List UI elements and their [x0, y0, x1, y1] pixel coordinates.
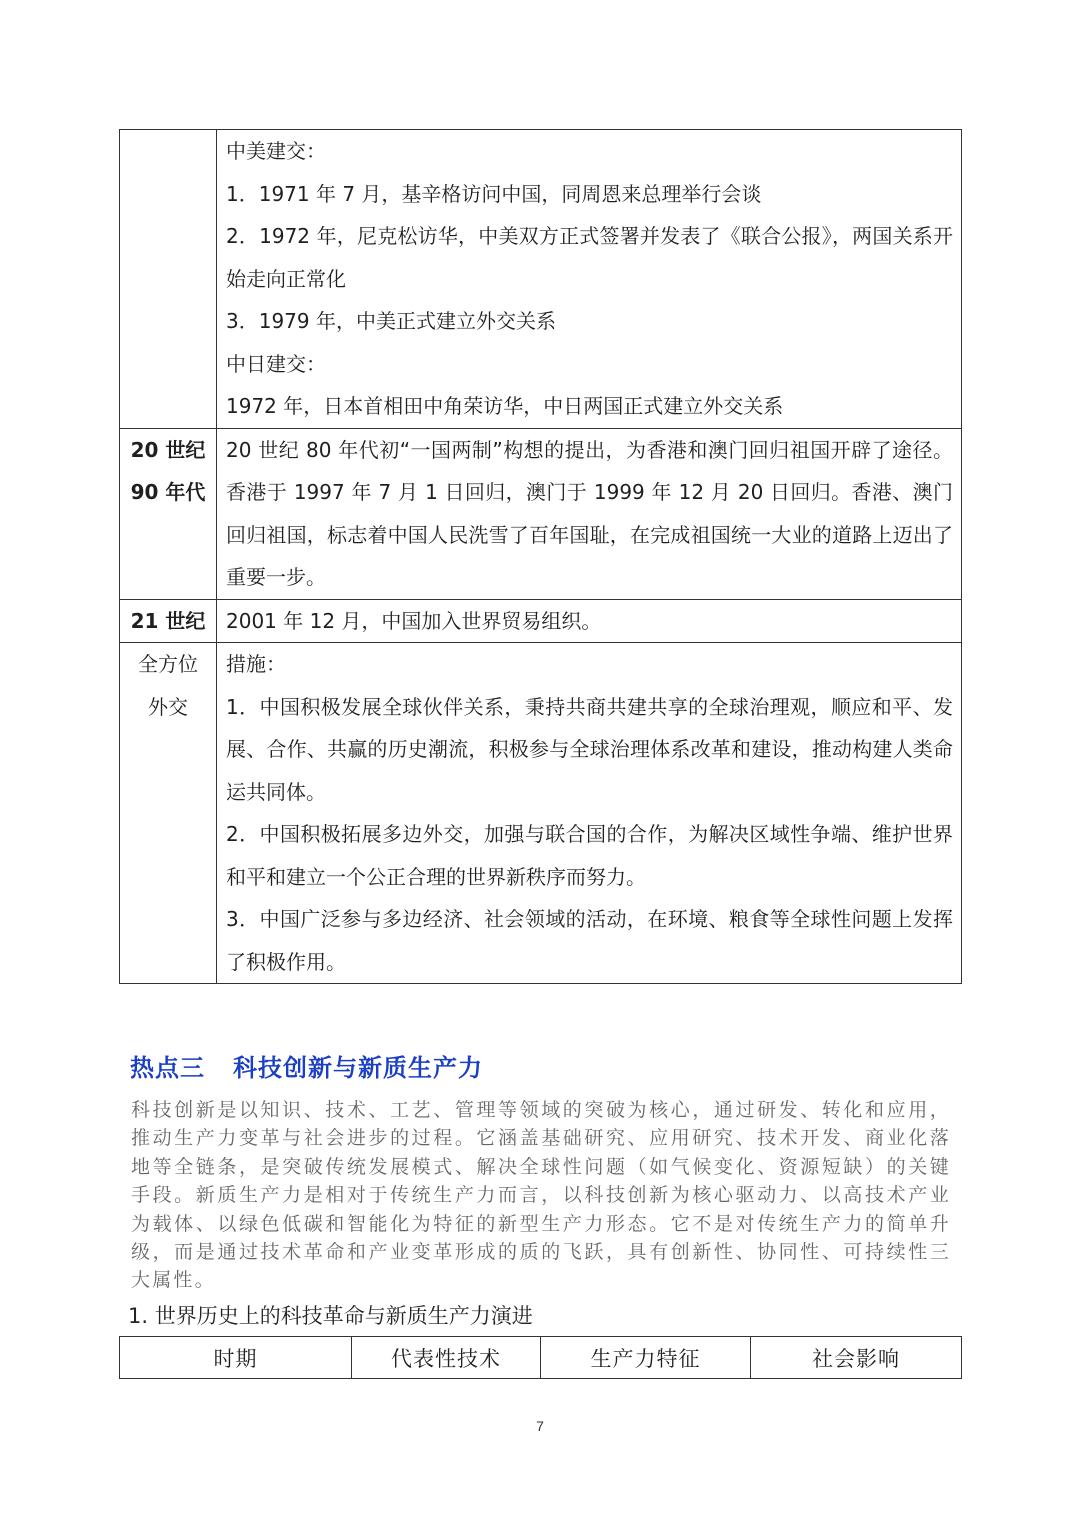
diplomacy-table: [119, 129, 962, 984]
column-header: 社会影响: [751, 1337, 962, 1379]
list-item: 1．中国积极发展全球伙伴关系，秉持共商共建共享的全球治理观，顺应和平、发展、合作、共赢的历史潮流，积极参与全球治理体系改革和建设，推动构建人类命运共同体。: [226, 694, 953, 804]
era-cell: [120, 599, 217, 643]
section-title: 科技创新与新质生产力: [233, 1054, 483, 1082]
subheading: 1. 世界历史上的科技革命与新质生产力演进: [128, 1304, 533, 1328]
era-cell: [120, 643, 217, 984]
table-row: [120, 130, 962, 429]
paragraph: 1972 年，日本首相田中角荣访华，中日两国正式建立外交关系: [226, 394, 784, 418]
content-cell: [217, 599, 962, 643]
table-row: [120, 428, 962, 599]
paragraph: 20 世纪 80 年代初“一国两制”构想的提出，为香港和澳门回归祖国开辟了途径。香港于 1997 年 7 月 1 日回归，澳门于 1999 年 12 月 20 日回归。香港、澳门回归祖国，标志着中国人民洗雪了百年国耻，在完成祖国统一大业的道路上迈出了重要一步。: [226, 437, 953, 589]
era-label: 21 世纪: [130, 608, 206, 633]
paragraph: 2001 年 12 月，中国加入世界贸易组织。: [226, 608, 602, 633]
section-label: 热点三: [130, 1054, 205, 1082]
column-header: 生产力特征: [541, 1337, 751, 1379]
column-header: 代表性技术: [352, 1337, 541, 1379]
era-label: 外交: [148, 694, 188, 719]
content-cell: [217, 130, 962, 429]
column-header: 时期: [120, 1337, 352, 1379]
list-item: 1．1971 年 7 月，基辛格访问中国，同周恩来总理举行会谈: [226, 181, 762, 206]
paragraph: 措施：: [226, 652, 286, 676]
section-intro: 科技创新是以知识、技术、工艺、管理等领域的突破为核心，通过研发、转化和应用，推动生产力变革与社会进步的过程。它涵盖基础研究、应用研究、技术开发、商业化落地等全链条，是突破传统发展模式、解决全球性问题（如气候变化、资源短缺）的关键手段。新质生产力是相对于传统生产力而言，以科技创新为核心驱动力、以高技术产业为载体、以绿色低碳和智能化为特征的新型生产力形态。它不是对传统生产力的简单升级，而是通过技术革命和产业变革形成的质的飞跃，具有创新性、协同性、可持续性三大属性。: [131, 1099, 951, 1292]
list-item: 2．中国积极拓展多边外交，加强与联合国的合作，为解决区域性争端、维护世界和平和建立一个公正合理的世界新秩序而努力。: [226, 822, 953, 889]
section-heading: [130, 1048, 483, 1083]
content-cell: [217, 428, 962, 599]
table-row: [120, 599, 962, 643]
paragraph: 中美建交：: [226, 139, 326, 163]
table-row: [120, 643, 962, 984]
list-item: 3．中国广泛参与多边经济、社会领域的活动，在环境、粮食等全球性问题上发挥了积极作用。: [226, 907, 953, 974]
era-cell: [120, 428, 217, 599]
era-label: 90 年代: [130, 480, 206, 504]
page-number: 7: [536, 1418, 544, 1434]
paragraph: 中日建交：: [226, 351, 326, 376]
era-label: 20 世纪: [130, 437, 206, 462]
table-header-row: [120, 1337, 962, 1379]
content-cell: [217, 643, 962, 984]
era-cell: [120, 130, 217, 429]
era-label: 全方位: [138, 652, 198, 676]
list-item: 3．1979 年，中美正式建立外交关系: [226, 309, 556, 333]
list-item: 2．1972 年，尼克松访华，中美双方正式签署并发表了《联合公报》，两国关系开始走向正常化: [226, 224, 953, 291]
tech-revolution-table: [119, 1336, 962, 1379]
